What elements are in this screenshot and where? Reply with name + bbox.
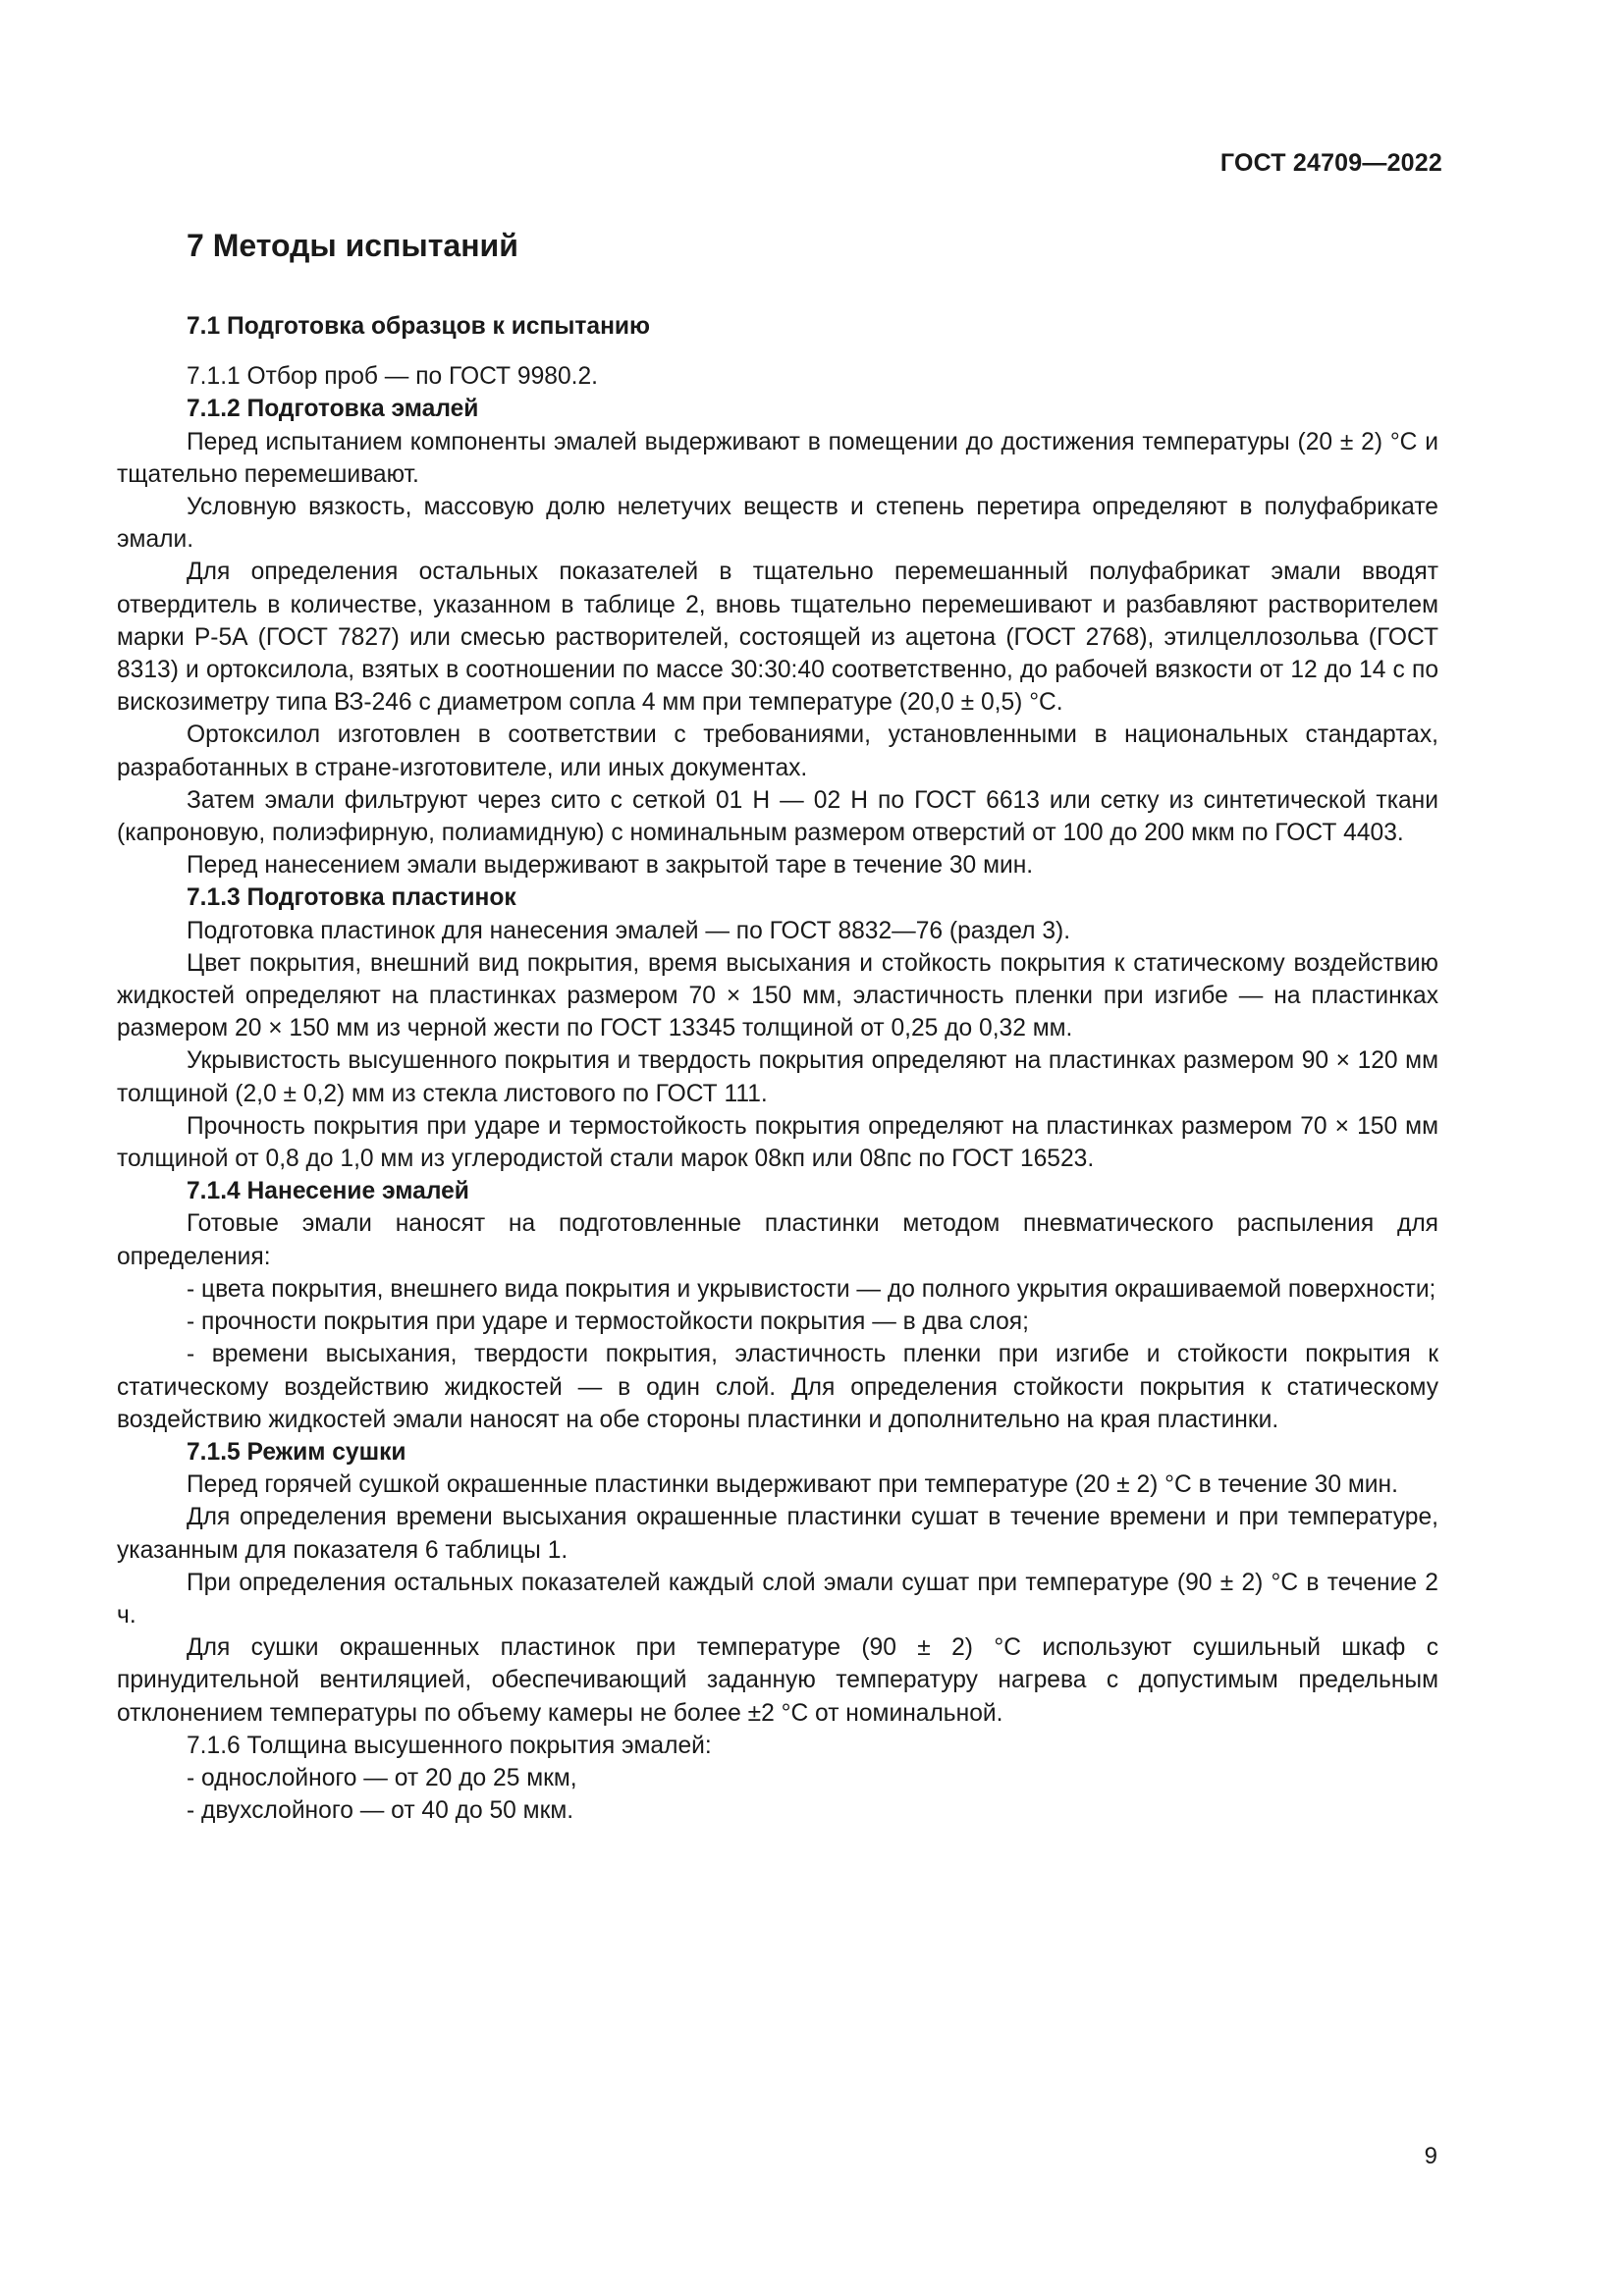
paragraph-7-1-1: 7.1.1 Отбор проб — по ГОСТ 9980.2. [187, 363, 598, 391]
document-code: ГОСТ 24709—2022 [1219, 149, 1442, 177]
heading-7-1-3: 7.1.3 Подготовка пластинок [187, 884, 516, 912]
paragraph: Цвет покрытия, внешний вид покрытия, время высыхания и стойкость покрытия к статическому воздействию жидкостей определяют на пластинках размером 70 × 150 мм, эластичность пленки при изгибе — на пластинках размером 20 × 150 мм из черной жести по ГОСТ 13345 толщиной от 0,25 до 0,32 мм. [117, 949, 1438, 1042]
paragraph: Перед горячей сушкой окрашенные пластинки выдерживают при температуре (20 ± 2) °С в течение 30 мин. [187, 1471, 1398, 1499]
paragraph: Укрывистость высушенного покрытия и твердость покрытия определяют на пластинках размером 90 × 120 мм толщиной (2,0 ± 0,2) мм из стекла листового по ГОСТ 111. [117, 1047, 1438, 1107]
body-text [117, 310, 1438, 1827]
paragraph: Затем эмали фильтруют через сито с сеткой 01 Н — 02 Н по ГОСТ 6613 или сетку из синтетической ткани (капроновую, полиэфирную, полиамидную) с номинальным размером отверстий от 100 до 200 мкм по ГОСТ 4403. [117, 786, 1438, 847]
heading-7-1-5: 7.1.5 Режим сушки [187, 1438, 406, 1466]
paragraph: Ортоксилол изготовлен в соответствии с требованиями, установленными в национальных стандартах, разработанных в стране-изготовителе, или иных документах. [117, 721, 1438, 781]
paragraph: Подготовка пластинок для нанесения эмалей — по ГОСТ 8832—76 (раздел 3). [187, 917, 1071, 944]
paragraph: Перед нанесением эмали выдерживают в закрытой таре в течение 30 мин. [187, 852, 1034, 880]
list-item: - однослойного — от 20 до 25 мкм, [187, 1764, 577, 1791]
section-title: 7 Методы испытаний [187, 228, 518, 263]
paragraph: Для определения времени высыхания окрашенные пластинки сушат в течение времени и при температуре, указанным для показателя 6 таблицы 1. [117, 1504, 1438, 1564]
paragraph: Перед испытанием компоненты эмалей выдерживают в помещении до достижения температуры (20 ± 2) °С и тщательно перемешивают. [117, 428, 1438, 488]
list-item: - прочности покрытия при ударе и термостойкости покрытия — в два слоя; [187, 1308, 1029, 1336]
page-number: 9 [1424, 2143, 1437, 2169]
heading-7-1-2: 7.1.2 Подготовка эмалей [187, 396, 479, 423]
paragraph: Прочность покрытия при ударе и термостойкость покрытия определяют на пластинках размером 70 × 150 мм толщиной от 0,8 до 1,0 мм из углеродистой стали марок 08кп или 08пс по ГОСТ 16523. [117, 1112, 1438, 1173]
paragraph: Для определения остальных показателей в тщательно перемешанный полуфабрикат эмали вводят отвердитель в количестве, указанном в таблице 2, вновь тщательно перемешивают и разбавляют растворителем марки Р-5А (ГОСТ 7827) или смесью растворителей, состоящей из ацетона (ГОСТ 2768), этилцеллозольва (ГОСТ 8313) и ортоксилола, взятых в соотношении по массе 30:30:40 соответственно, до рабочей вязкости от 12 до 14 с по вискозиметру типа ВЗ-246 с диаметром сопла 4 мм при температуре (20,0 ± 0,5) °С. [117, 559, 1438, 717]
paragraph: При определения остальных показателей каждый слой эмали сушат при температуре (90 ± 2) °С в течение 2 ч. [117, 1569, 1438, 1629]
paragraph: Готовые эмали наносят на подготовленные пластинки методом пневматического распыления для определения: [117, 1210, 1438, 1270]
list-item: - цвета покрытия, внешнего вида покрытия и укрывистости — до полного укрытия окрашиваемой поверхности; [187, 1275, 1436, 1303]
paragraph: Для сушки окрашенных пластинок при температуре (90 ± 2) °С используют сушильный шкаф с принудительной вентиляцией, обеспечивающий заданную температуру нагрева с допустимым предельным отклонением температуры по объему камеры не более ±2 °С от номинальной. [117, 1634, 1438, 1727]
subsection-heading-7-1: 7.1 Подготовка образцов к испытанию [187, 313, 651, 340]
list-item: - времени высыхания, твердости покрытия, эластичность пленки при изгибе и стойкости покрытия к статическому воздействию жидкостей — в один слой. Для определения стойкости покрытия к статическому воздействию жидкостей эмали наносят на обе стороны пластинки и дополнительно на края пластинки. [117, 1341, 1438, 1433]
paragraph-7-1-6: 7.1.6 Толщина высушенного покрытия эмалей: [187, 1732, 712, 1759]
list-item: - двухслойного — от 40 до 50 мкм. [187, 1797, 574, 1825]
paragraph: Условную вязкость, массовую долю нелетучих веществ и степень перетира определяют в полуфабрикате эмали. [117, 494, 1438, 554]
heading-7-1-4: 7.1.4 Нанесение эмалей [187, 1178, 469, 1205]
